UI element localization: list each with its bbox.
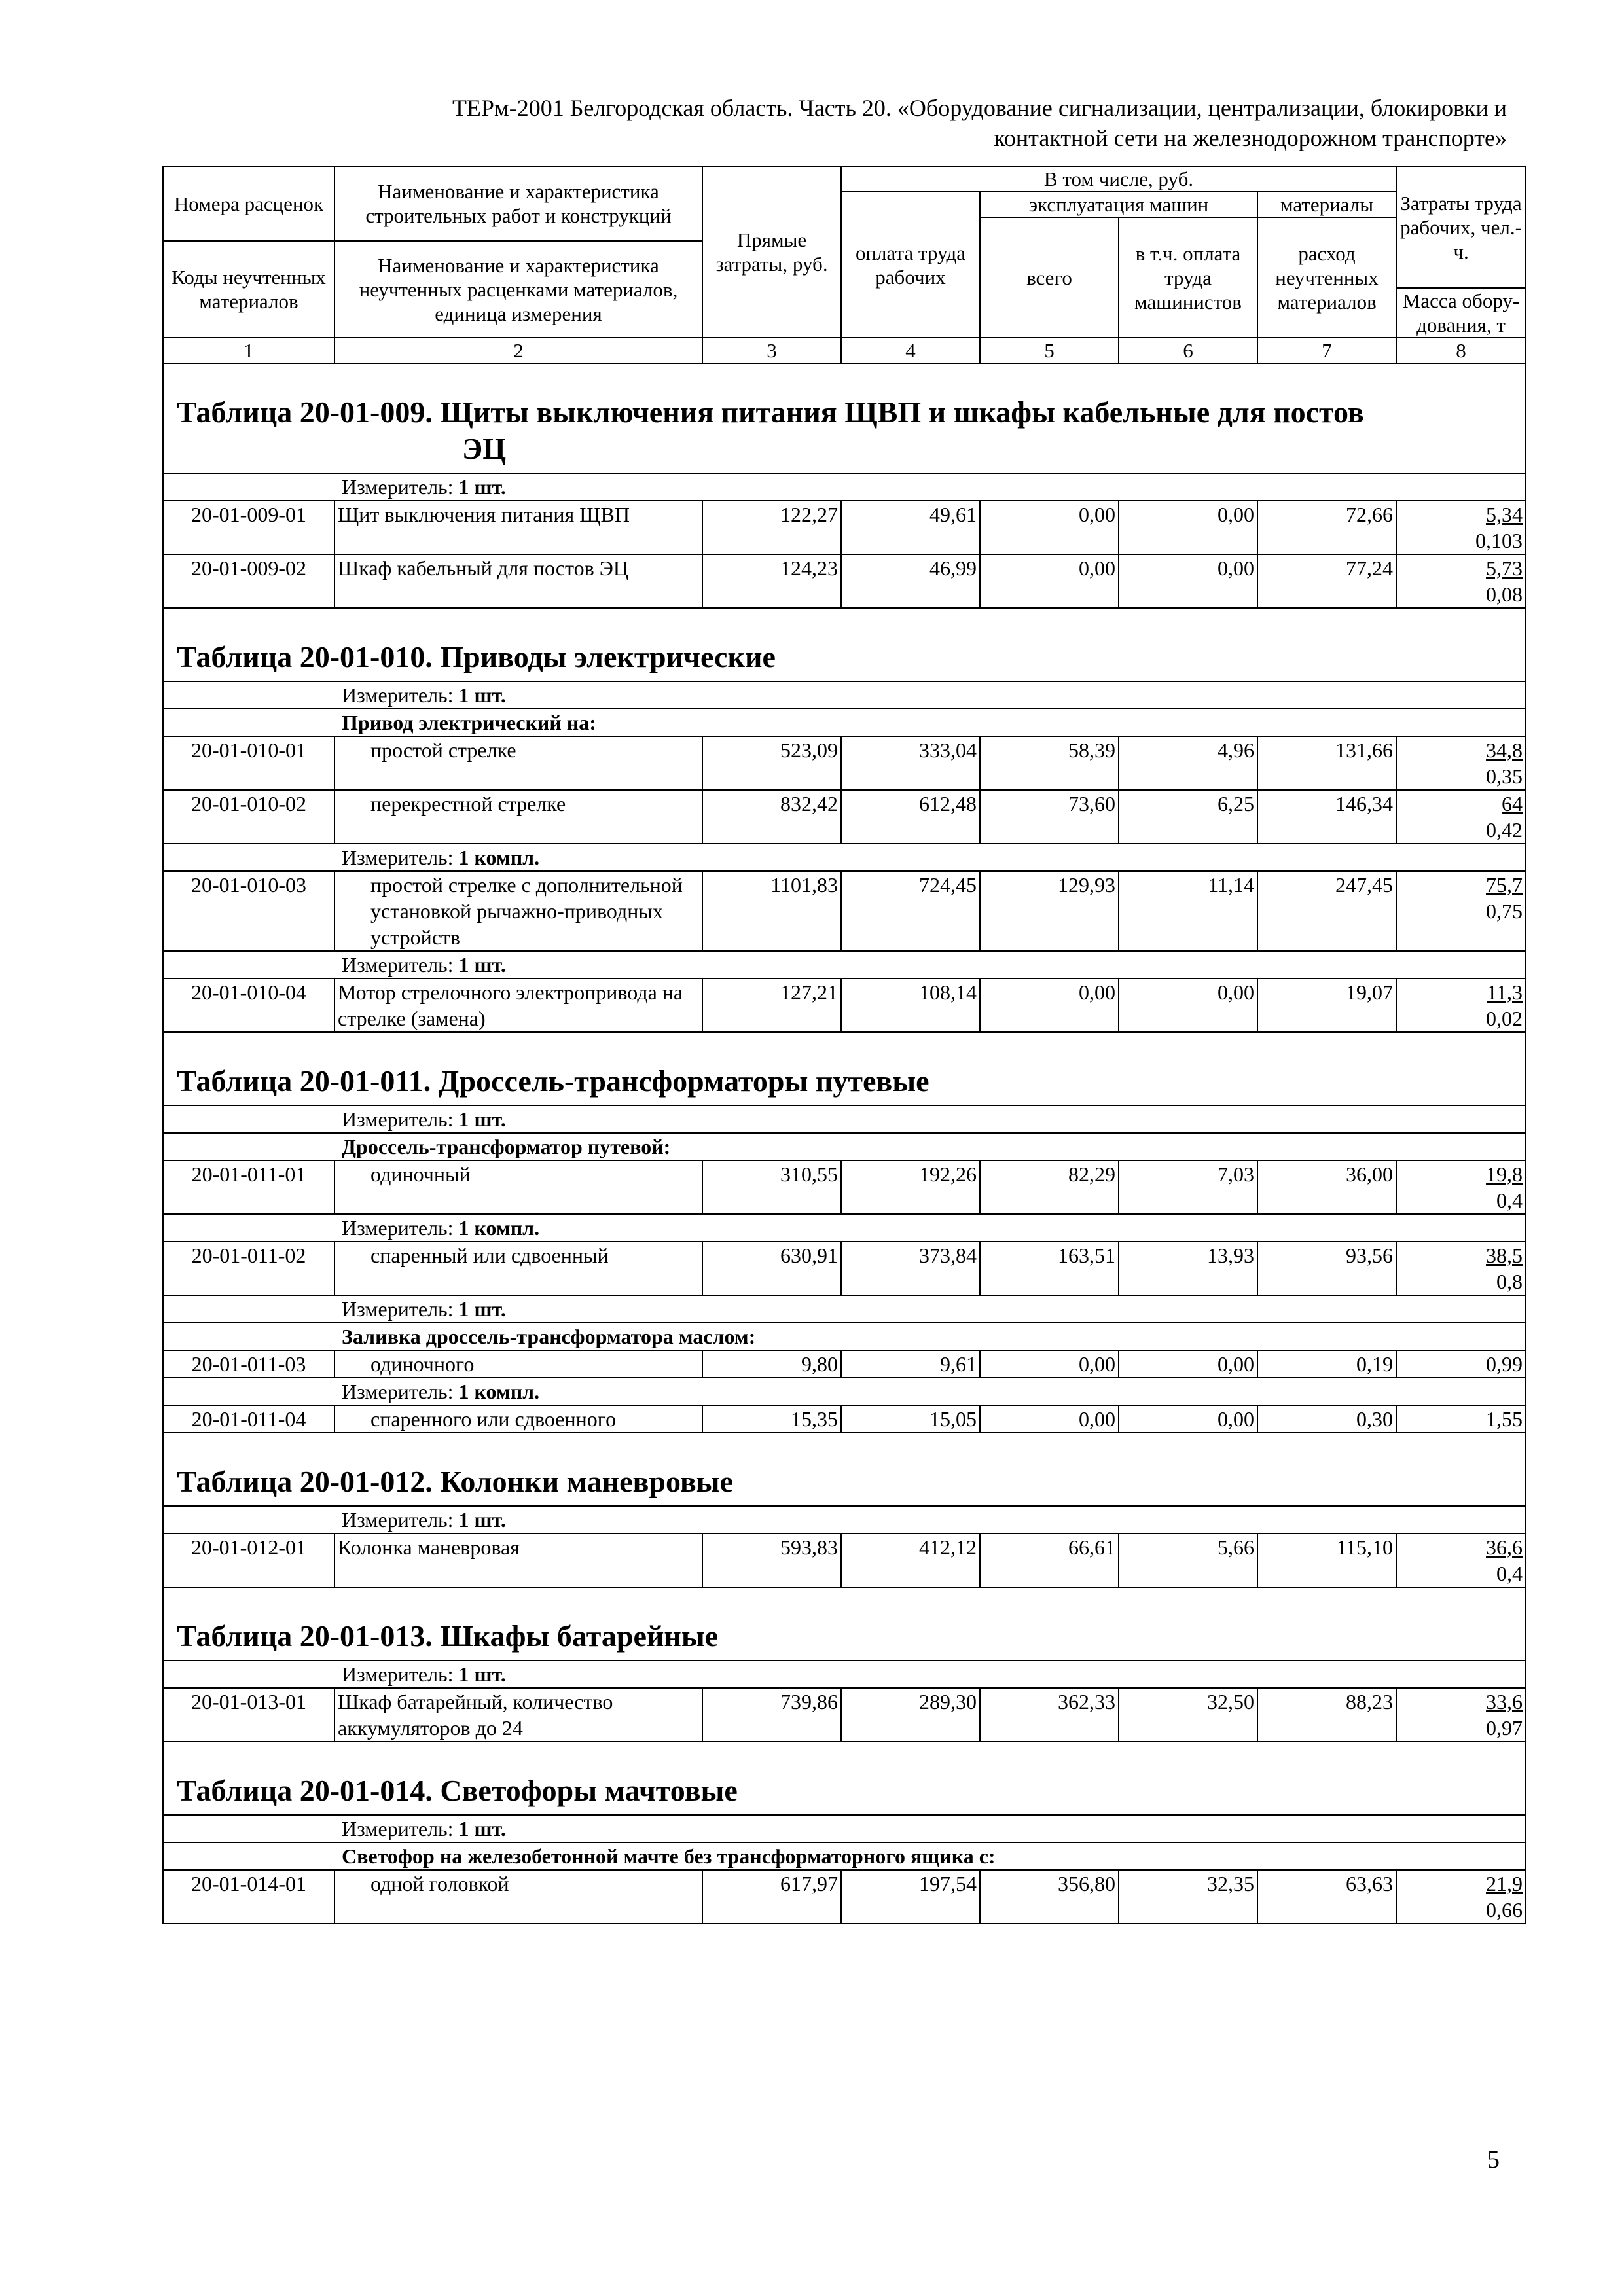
unit-label: Измеритель: bbox=[342, 1107, 454, 1131]
table-row bbox=[163, 1534, 1526, 1587]
rate-name: простой стрелке с дополнительной установкой рычажно-приводных устройств bbox=[334, 871, 702, 951]
mass-value: 0,35 bbox=[1486, 764, 1523, 788]
section-title-text: Таблица 20-01-014. Светофоры мачтовые bbox=[177, 1774, 738, 1807]
cell-materials: 0,30 bbox=[1257, 1405, 1396, 1433]
unit-label: Измеритель: bbox=[342, 1817, 454, 1840]
unit-label: Измеритель: bbox=[342, 1216, 454, 1240]
labor-value: 34,8 bbox=[1486, 738, 1523, 762]
section-title-text: Таблица 20-01-013. Шкафы батарейные bbox=[177, 1619, 719, 1653]
cell-wages: 724,45 bbox=[841, 871, 980, 951]
col3-header: Прямые затраты, руб. bbox=[702, 166, 841, 338]
section-title bbox=[163, 1587, 1526, 1660]
labor-value: 36,6 bbox=[1486, 1535, 1523, 1559]
col4-header: оплата труда рабочих bbox=[841, 192, 980, 338]
rate-name: простой стрелке bbox=[334, 736, 702, 790]
column-number: 1 bbox=[163, 338, 334, 363]
unit-label: Измеритель: bbox=[342, 1662, 454, 1686]
header-line-2: контактной сети на железнодорожном транспорте» bbox=[994, 125, 1507, 151]
col5-header: всего bbox=[980, 217, 1119, 338]
machines-header: эксплуатация машин bbox=[980, 192, 1257, 217]
rate-code: 20-01-010-02 bbox=[163, 790, 334, 844]
rate-code: 20-01-011-01 bbox=[163, 1160, 334, 1214]
cell-operators: 4,96 bbox=[1119, 736, 1257, 790]
cell-wages: 333,04 bbox=[841, 736, 980, 790]
unit-value: 1 шт. bbox=[458, 1662, 506, 1686]
cell-labor-mass bbox=[1396, 1534, 1526, 1587]
cell-materials: 146,34 bbox=[1257, 790, 1396, 844]
cell-wages: 373,84 bbox=[841, 1242, 980, 1295]
header-line-1: ТЕРм-2001 Белгородская область. Часть 20. «Оборудование сигнализации, централизации, блокировки и bbox=[452, 95, 1507, 121]
unit-value: 1 компл. bbox=[458, 1216, 540, 1240]
cell-direct: 630,91 bbox=[702, 1242, 841, 1295]
section-title-text: Таблица 20-01-010. Приводы электрические bbox=[177, 640, 776, 673]
cell-labor-mass bbox=[1396, 1688, 1526, 1742]
col8-bottom-header: Масса обору-дования, т bbox=[1396, 288, 1526, 338]
col8-top-header: Затраты труда рабочих, чел.-ч. bbox=[1396, 166, 1526, 288]
cell-machines: 0,00 bbox=[980, 1405, 1119, 1433]
cell-wages: 412,12 bbox=[841, 1534, 980, 1587]
rate-name: спаренный или сдвоенный bbox=[334, 1242, 702, 1295]
cell-materials: 63,63 bbox=[1257, 1870, 1396, 1924]
unit-value: 1 компл. bbox=[458, 1380, 540, 1403]
labor-value: 5,73 bbox=[1486, 556, 1523, 580]
group-heading: Дроссель-трансформатор путевой: bbox=[163, 1133, 1526, 1160]
section-title bbox=[163, 1032, 1526, 1105]
col1-bottom-header: Коды неучтенных материалов bbox=[163, 241, 334, 338]
cell-wages: 15,05 bbox=[841, 1405, 980, 1433]
cell-direct: 1101,83 bbox=[702, 871, 841, 951]
cell-labor-mass bbox=[1396, 790, 1526, 844]
unit-value: 1 шт. bbox=[458, 1817, 506, 1840]
cell-operators: 13,93 bbox=[1119, 1242, 1257, 1295]
cell-operators: 0,00 bbox=[1119, 501, 1257, 554]
group-heading: Заливка дроссель-трансформатора маслом: bbox=[163, 1323, 1526, 1350]
unit-value: 1 компл. bbox=[458, 846, 540, 869]
section-title bbox=[163, 363, 1526, 473]
table-row bbox=[163, 554, 1526, 608]
cell-materials: 88,23 bbox=[1257, 1688, 1396, 1742]
rate-name: Шкаф кабельный для постов ЭЦ bbox=[334, 554, 702, 608]
cell-machines: 356,80 bbox=[980, 1870, 1119, 1924]
table-row bbox=[163, 978, 1526, 1032]
column-number: 5 bbox=[980, 338, 1119, 363]
rate-name: одиночного bbox=[334, 1350, 702, 1378]
cell-direct: 593,83 bbox=[702, 1534, 841, 1587]
cell-direct: 310,55 bbox=[702, 1160, 841, 1214]
cell-wages: 9,61 bbox=[841, 1350, 980, 1378]
mass-value: 0,66 bbox=[1486, 1898, 1523, 1922]
cell-operators: 0,00 bbox=[1119, 978, 1257, 1032]
col1-top-header: Номера расценок bbox=[163, 166, 334, 241]
unit-value: 1 шт. bbox=[458, 683, 506, 707]
cell-machines: 82,29 bbox=[980, 1160, 1119, 1214]
table-row bbox=[163, 1160, 1526, 1214]
group-heading: Светофор на железобетонной мачте без трансформаторного ящика с: bbox=[163, 1842, 1526, 1870]
cell-machines: 163,51 bbox=[980, 1242, 1119, 1295]
rate-name: перекрестной стрелке bbox=[334, 790, 702, 844]
column-number: 4 bbox=[841, 338, 980, 363]
cell-materials: 93,56 bbox=[1257, 1242, 1396, 1295]
rate-code: 20-01-013-01 bbox=[163, 1688, 334, 1742]
unit-label: Измеритель: bbox=[342, 1297, 454, 1321]
unit-value: 1 шт. bbox=[458, 953, 506, 977]
rate-code: 20-01-010-03 bbox=[163, 871, 334, 951]
cell-materials: 0,19 bbox=[1257, 1350, 1396, 1378]
unit-value: 1 шт. bbox=[458, 1508, 506, 1532]
cell-operators: 32,50 bbox=[1119, 1688, 1257, 1742]
rate-name: одиночный bbox=[334, 1160, 702, 1214]
cell-operators: 0,00 bbox=[1119, 1350, 1257, 1378]
cell-materials: 72,66 bbox=[1257, 501, 1396, 554]
rate-name: Колонка маневровая bbox=[334, 1534, 702, 1587]
labor-value: 5,34 bbox=[1486, 503, 1523, 526]
rate-name: Шкаф батарейный, количество аккумуляторов до 24 bbox=[334, 1688, 702, 1742]
mass-value: 0,4 bbox=[1496, 1189, 1523, 1212]
unit-row bbox=[163, 844, 1526, 871]
unit-label: Измеритель: bbox=[342, 683, 454, 707]
cell-materials: 19,07 bbox=[1257, 978, 1396, 1032]
cell-machines: 0,00 bbox=[980, 554, 1119, 608]
cell-operators: 0,00 bbox=[1119, 554, 1257, 608]
cell-operators: 5,66 bbox=[1119, 1534, 1257, 1587]
mass-value: 0,42 bbox=[1486, 818, 1523, 842]
labor-value: 33,6 bbox=[1486, 1690, 1523, 1713]
cell-labor-mass bbox=[1396, 1350, 1526, 1378]
unit-value: 1 шт. bbox=[458, 475, 506, 499]
labor-value: 11,3 bbox=[1487, 980, 1523, 1004]
labor-value: 0,99 bbox=[1486, 1352, 1523, 1376]
col2-bottom-header: Наименование и характеристика неучтенных расценками материалов, единица измерения bbox=[334, 241, 702, 338]
mass-value: 0,8 bbox=[1496, 1270, 1523, 1293]
col2-top-header: Наименование и характеристика строительных работ и конструкций bbox=[334, 166, 702, 241]
cell-wages: 197,54 bbox=[841, 1870, 980, 1924]
section-title bbox=[163, 608, 1526, 681]
unit-label: Измеритель: bbox=[342, 1508, 454, 1532]
labor-value: 75,7 bbox=[1486, 873, 1523, 897]
cell-materials: 115,10 bbox=[1257, 1534, 1396, 1587]
section-title-cont: ЭЦ bbox=[462, 432, 506, 465]
cell-labor-mass bbox=[1396, 1160, 1526, 1214]
column-number: 7 bbox=[1257, 338, 1396, 363]
column-number: 3 bbox=[702, 338, 841, 363]
unit-label: Измеритель: bbox=[342, 846, 454, 869]
table-row bbox=[163, 1688, 1526, 1742]
cell-operators: 0,00 bbox=[1119, 1405, 1257, 1433]
rate-code: 20-01-012-01 bbox=[163, 1534, 334, 1587]
rate-code: 20-01-010-04 bbox=[163, 978, 334, 1032]
cell-labor-mass bbox=[1396, 1405, 1526, 1433]
column-number: 6 bbox=[1119, 338, 1257, 363]
unit-row bbox=[163, 681, 1526, 709]
column-number: 2 bbox=[334, 338, 702, 363]
cell-operators: 32,35 bbox=[1119, 1870, 1257, 1924]
cell-direct: 122,27 bbox=[702, 501, 841, 554]
cell-direct: 523,09 bbox=[702, 736, 841, 790]
table-row bbox=[163, 501, 1526, 554]
cell-wages: 192,26 bbox=[841, 1160, 980, 1214]
mass-value: 0,103 bbox=[1475, 529, 1523, 552]
mass-value: 0,75 bbox=[1486, 899, 1523, 923]
unit-label: Измеритель: bbox=[342, 1380, 454, 1403]
labor-value: 38,5 bbox=[1486, 1244, 1523, 1267]
table-row bbox=[163, 1242, 1526, 1295]
rate-name: Мотор стрелочного электропривода на стрелке (замена) bbox=[334, 978, 702, 1032]
unit-row bbox=[163, 951, 1526, 978]
rate-name: спаренного или сдвоенного bbox=[334, 1405, 702, 1433]
cell-labor-mass bbox=[1396, 1242, 1526, 1295]
cell-wages: 108,14 bbox=[841, 978, 980, 1032]
unit-row bbox=[163, 1815, 1526, 1842]
unit-label: Измеритель: bbox=[342, 953, 454, 977]
cell-labor-mass bbox=[1396, 554, 1526, 608]
rate-code: 20-01-010-01 bbox=[163, 736, 334, 790]
cell-materials: 247,45 bbox=[1257, 871, 1396, 951]
col7-header: расход неучтенных материалов bbox=[1257, 217, 1396, 338]
cell-wages: 49,61 bbox=[841, 501, 980, 554]
cell-materials: 36,00 bbox=[1257, 1160, 1396, 1214]
cell-machines: 66,61 bbox=[980, 1534, 1119, 1587]
cell-operators: 7,03 bbox=[1119, 1160, 1257, 1214]
cell-direct: 9,80 bbox=[702, 1350, 841, 1378]
cell-direct: 124,23 bbox=[702, 554, 841, 608]
cell-direct: 15,35 bbox=[702, 1405, 841, 1433]
cell-operators: 6,25 bbox=[1119, 790, 1257, 844]
cell-materials: 77,24 bbox=[1257, 554, 1396, 608]
col6-header: в т.ч. оплата труда машинистов bbox=[1119, 217, 1257, 338]
cell-machines: 0,00 bbox=[980, 1350, 1119, 1378]
table-row bbox=[163, 736, 1526, 790]
rate-code: 20-01-009-02 bbox=[163, 554, 334, 608]
group-heading: Привод электрический на: bbox=[163, 709, 1526, 736]
unit-row bbox=[163, 473, 1526, 501]
price-table bbox=[162, 166, 1526, 1924]
unit-row bbox=[163, 1295, 1526, 1323]
labor-value: 21,9 bbox=[1486, 1872, 1523, 1895]
cell-machines: 58,39 bbox=[980, 736, 1119, 790]
unit-value: 1 шт. bbox=[458, 1107, 506, 1131]
section-title-text: Таблица 20-01-011. Дроссель-трансформаторы путевые bbox=[177, 1064, 929, 1098]
mass-value: 0,4 bbox=[1496, 1562, 1523, 1585]
unit-row bbox=[163, 1378, 1526, 1405]
table-row bbox=[163, 1870, 1526, 1924]
cell-wages: 46,99 bbox=[841, 554, 980, 608]
table-row bbox=[163, 871, 1526, 951]
rate-code: 20-01-009-01 bbox=[163, 501, 334, 554]
cell-operators: 11,14 bbox=[1119, 871, 1257, 951]
included-header: В том числе, руб. bbox=[841, 166, 1396, 192]
rate-name: Щит выключения питания ЩВП bbox=[334, 501, 702, 554]
rate-name: одной головкой bbox=[334, 1870, 702, 1924]
unit-value: 1 шт. bbox=[458, 1297, 506, 1321]
page-number: 5 bbox=[1487, 2146, 1500, 2174]
mass-value: 0,02 bbox=[1486, 1007, 1523, 1030]
rate-code: 20-01-011-03 bbox=[163, 1350, 334, 1378]
materials-header: материалы bbox=[1257, 192, 1396, 217]
rate-code: 20-01-014-01 bbox=[163, 1870, 334, 1924]
cell-direct: 127,21 bbox=[702, 978, 841, 1032]
mass-value: 0,08 bbox=[1486, 583, 1523, 606]
mass-value: 0,97 bbox=[1486, 1716, 1523, 1740]
labor-value: 19,8 bbox=[1486, 1162, 1523, 1186]
table-row bbox=[163, 1405, 1526, 1433]
labor-value: 1,55 bbox=[1486, 1407, 1523, 1431]
cell-labor-mass bbox=[1396, 736, 1526, 790]
cell-labor-mass bbox=[1396, 978, 1526, 1032]
cell-machines: 362,33 bbox=[980, 1688, 1119, 1742]
cell-machines: 73,60 bbox=[980, 790, 1119, 844]
unit-label: Измеритель: bbox=[342, 475, 454, 499]
section-title-text: Таблица 20-01-012. Колонки маневровые bbox=[177, 1465, 734, 1498]
unit-row bbox=[163, 1506, 1526, 1534]
table-row bbox=[163, 1350, 1526, 1378]
cell-direct: 832,42 bbox=[702, 790, 841, 844]
unit-row bbox=[163, 1214, 1526, 1242]
unit-row bbox=[163, 1105, 1526, 1133]
cell-labor-mass bbox=[1396, 871, 1526, 951]
cell-machines: 0,00 bbox=[980, 978, 1119, 1032]
rate-code: 20-01-011-02 bbox=[163, 1242, 334, 1295]
cell-machines: 0,00 bbox=[980, 501, 1119, 554]
rate-code: 20-01-011-04 bbox=[163, 1405, 334, 1433]
cell-machines: 129,93 bbox=[980, 871, 1119, 951]
price-table-sheet bbox=[162, 166, 1525, 1924]
column-number-row bbox=[163, 338, 1526, 363]
unit-row bbox=[163, 1660, 1526, 1688]
table-row bbox=[163, 790, 1526, 844]
column-number: 8 bbox=[1396, 338, 1526, 363]
cell-direct: 617,97 bbox=[702, 1870, 841, 1924]
cell-labor-mass bbox=[1396, 1870, 1526, 1924]
cell-direct: 739,86 bbox=[702, 1688, 841, 1742]
cell-wages: 289,30 bbox=[841, 1688, 980, 1742]
section-title bbox=[163, 1742, 1526, 1815]
cell-labor-mass bbox=[1396, 501, 1526, 554]
section-title bbox=[163, 1433, 1526, 1506]
cell-wages: 612,48 bbox=[841, 790, 980, 844]
labor-value: 64 bbox=[1502, 792, 1523, 816]
document-header bbox=[164, 93, 1507, 153]
section-title-text: Таблица 20-01-009. Щиты выключения питания ЩВП и шкафы кабельные для постов bbox=[177, 395, 1364, 429]
cell-materials: 131,66 bbox=[1257, 736, 1396, 790]
